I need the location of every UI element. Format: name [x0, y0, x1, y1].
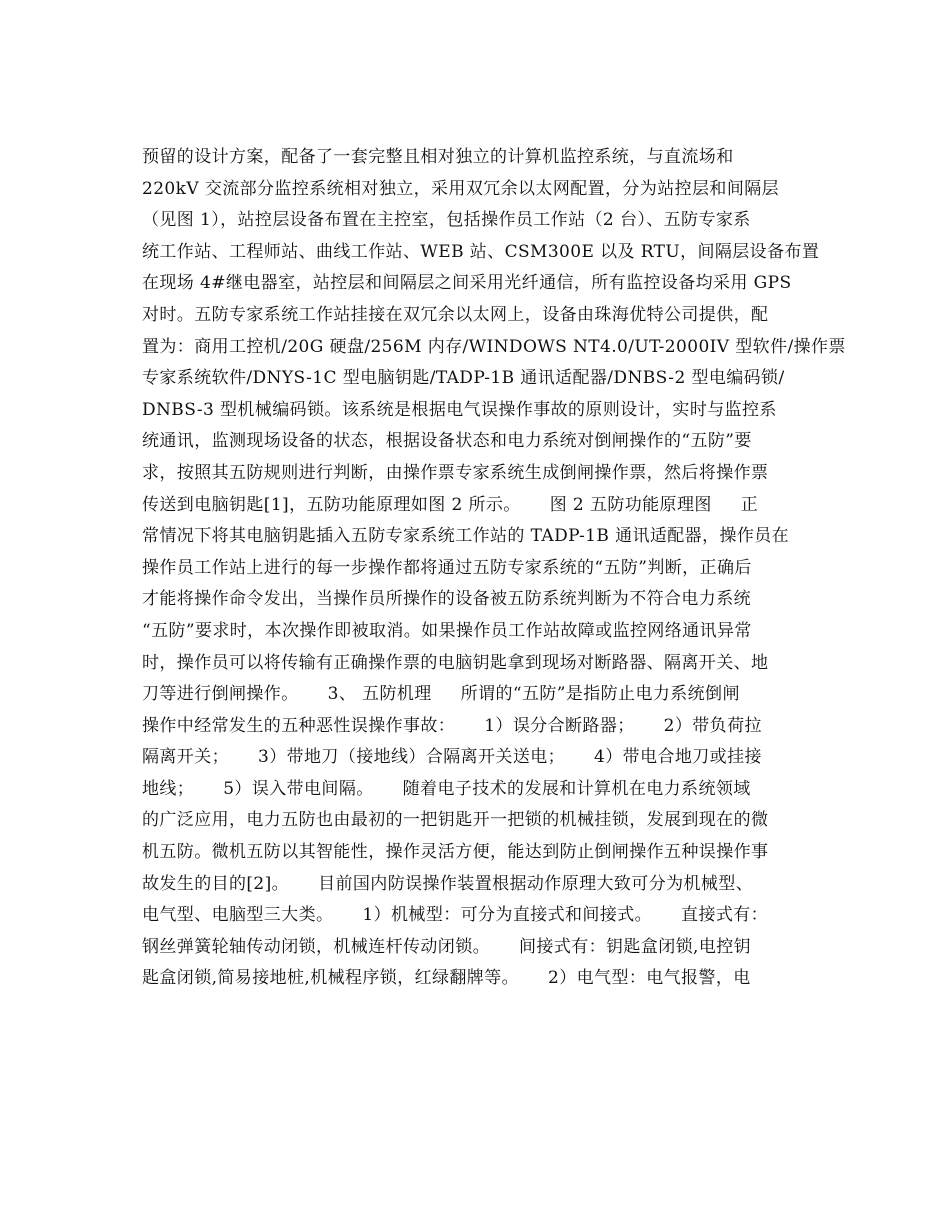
text-line: 的广泛应用，电力五防也由最初的一把钥匙开一把锁的机械挂锁，发展到现在的微 — [142, 810, 769, 831]
text-line: 地线； 5）误入带电间隔。 随着电子技术的发展和计算机在电力系统领域 — [142, 778, 751, 799]
text-line: “五防”要求时，本次操作即被取消。如果操作员工作站故障或监控网络通讯异常 — [142, 620, 752, 641]
text-line: 统工作站、工程师站、曲线工作站、WEB 站、CSM300E 以及 RTU，间隔层设备布置 — [142, 241, 820, 262]
text-line: 电气型、电脑型三大类。 1）机械型：可分为直接式和间接式。 直接式有： — [142, 905, 769, 926]
text-line: 常情况下将其电脑钥匙插入五防专家系统工作站的 TADP-1B 通讯适配器，操作员在 — [142, 526, 790, 547]
text-line: 钢丝弹簧轮轴传动闭锁，机械连杆传动闭锁。 间接式有：钥匙盒闭锁,电控钥 — [142, 936, 752, 957]
text-line: 时，操作员可以将传输有正确操作票的电脑钥匙拿到现场对断路器、隔离开关、地 — [142, 652, 769, 673]
text-line: 传送到电脑钥匙[1]，五防功能原理如图 2 所示。 图 2 五防功能原理图 正 — [142, 494, 759, 515]
text-line: 求，按照其五防规则进行判断，由操作票专家系统生成倒闸操作票，然后将操作票 — [142, 462, 769, 483]
text-line: 统通讯，监测现场设备的状态，根据设备状态和电力系统对倒闸操作的“五防”要 — [142, 431, 752, 452]
text-line: 220kV 交流部分监控系统相对独立，采用双冗余以太网配置，分为站控层和间隔层 — [142, 178, 780, 199]
text-line: 操作员工作站上进行的每一步操作都将通过五防专家系统的“五防”判断，正确后 — [142, 557, 752, 578]
text-line: （见图 1），站控层设备布置在主控室，包括操作员工作站（2 台）、五防专家系 — [142, 210, 751, 231]
body-text — [142, 142, 846, 995]
text-line: 对时。五防专家系统工作站挂接在双冗余以太网上，设备由珠海优特公司提供，配 — [142, 304, 769, 325]
text-line: 预留的设计方案，配备了一套完整且相对独立的计算机监控系统，与直流场和 — [142, 147, 734, 167]
text-line: 机五防。微机五防以其智能性，操作灵活方便，能达到防止倒闸操作五种误操作事 — [142, 842, 769, 863]
text-line: 专家系统软件/DNYS-1C 型电脑钥匙/TADP-1B 通讯适配器/DNBS-2 型电编码锁/ — [142, 368, 785, 389]
text-line: 置为：商用工控机/20G 硬盘/256M 内存/WINDOWS NT4.0/UT-2000IV 型软件/操作票 — [142, 336, 846, 357]
text-line: 匙盒闭锁,简易接地桩,机械程序锁，红绿翻牌等。 2）电气型：电气报警，电 — [142, 968, 751, 989]
text-line: 故发生的目的[2]。 目前国内防误操作装置根据动作原理大致可分为机械型、 — [142, 873, 754, 894]
text-line: 才能将操作命令发出，当操作员所操作的设备被五防系统判断为不符合电力系统 — [142, 589, 751, 610]
text-line: 操作中经常发生的五种恶性误操作事故： 1）误分合断路器； 2）带负荷拉 — [142, 715, 762, 736]
text-line: DNBS-3 型机械编码锁。该系统是根据电气误操作事故的原则设计，实时与监控系 — [142, 399, 777, 420]
text-line: 刀等进行倒闸操作。 3、 五防机理 所谓的“五防”是指防止电力系统倒闸 — [142, 684, 740, 705]
text-line: 在现场 4#继电器室，站控层和间隔层之间采用光纤通信，所有监控设备均采用 GPS — [142, 273, 792, 294]
text-line: 隔离开关； 3）带地刀（接地线）合隔离开关送电； 4）带电合地刀或挂接 — [142, 747, 762, 768]
